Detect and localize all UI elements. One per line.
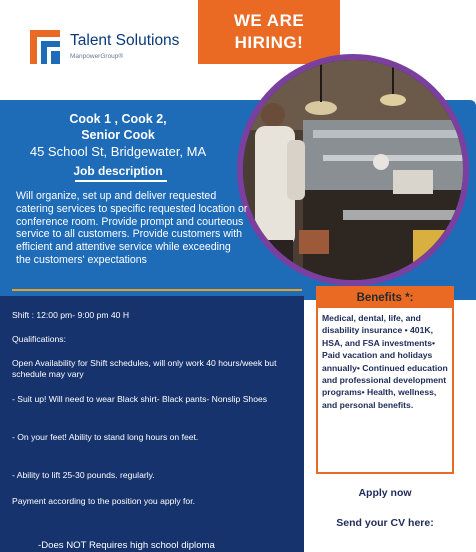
job-title-line-1: Cook 1 , Cook 2,: [69, 112, 167, 126]
job-title-line-2: Senior Cook: [81, 128, 155, 142]
company-logo: [30, 30, 190, 64]
qualification-item: - Ability to lift 25-30 pounds. regularly.: [12, 470, 155, 480]
benefits-heading: Benefits *:: [318, 288, 452, 308]
job-address: 45 School St, Bridgewater, MA: [29, 144, 207, 159]
job-description-label: Job description: [73, 164, 163, 178]
requirements-footer: -Does NOT Requires high school diploma: [38, 540, 215, 551]
qualification-item: - On your feet! Ability to stand long hours on feet.: [12, 432, 199, 442]
kitchen-scene-image: [243, 60, 463, 280]
hiring-banner: [198, 0, 340, 64]
kitchen-photo: [237, 54, 469, 286]
logo-title: Talent Solutions: [70, 32, 180, 49]
logo-subtitle: ManpowerGroup®: [70, 53, 124, 60]
benefits-text: Medical, dental, life, and disability insurance • 401K, HSA, and FSA investments• Paid vacation and holidays annually• Continued education and professional development programs• Health, wellness, and personal benefits.: [322, 313, 448, 410]
shift-info: Shift : 12:00 pm- 9:00 pm 40 H: [12, 310, 130, 320]
apply-now-text: Apply now: [358, 487, 412, 499]
qualification-item: Open Availability for Shift schedules, will only work 40 hours/week but schedule may vary: [12, 358, 277, 380]
hiring-line-2: HIRING!: [234, 33, 304, 52]
logo-mark-icon: [30, 30, 60, 64]
job-description-text: Will organize, set up and deliver requested catering services to specific requested location or conference room. Provide prompt and courteous service to all customers. Provide customers with efficient and attentive service while exceeding the customers' expectations: [16, 190, 248, 266]
title-divider: [75, 180, 167, 182]
gold-divider: [12, 289, 302, 291]
benefits-box: [316, 286, 454, 474]
qualifications-label: Qualifications:: [12, 334, 66, 344]
send-cv-text: Send your CV here:: [336, 517, 434, 529]
qualification-item: Payment according to the position you apply for.: [12, 496, 195, 506]
hiring-line-1: WE ARE: [233, 11, 305, 30]
qualification-item: - Suit up! Will need to wear Black shirt- Black pants- Nonslip Shoes: [12, 394, 268, 404]
